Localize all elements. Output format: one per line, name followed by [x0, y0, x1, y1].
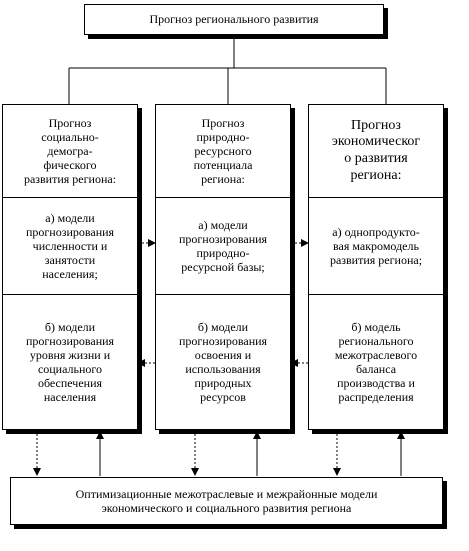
- column-natural-resource: [155, 104, 291, 430]
- column-social-demographic: [2, 104, 138, 430]
- model-b-text: б) модели прогнозирования освоения и использования природных ресурсов: [178, 319, 268, 405]
- optimization-models-label: Оптимизационные межотраслевые и межрайонные модели экономического и социального развития региона: [75, 486, 378, 515]
- regional-forecast-label: Прогноз регионального развития: [149, 12, 319, 27]
- column-economic: [308, 104, 444, 430]
- model-a-text: а) модели прогнозирования численности и занятости населения;: [25, 210, 115, 282]
- model-a-text: а) модели прогнозирования природно- ресурсной базы;: [178, 217, 268, 275]
- up-arrows: [100, 432, 401, 476]
- column-header: Прогноз природно- ресурсного потенциала региона:: [193, 115, 253, 187]
- model-b-text: б) модель регионального межотраслевого баланса производства и распределения: [334, 319, 418, 405]
- column-header: Прогноз экономическог о развития региона:: [331, 117, 421, 183]
- down-arrows: [37, 430, 337, 475]
- optimization-models-box: [10, 477, 443, 525]
- model-a-text: а) однопродукто- вая макромодель развития региона;: [329, 224, 423, 268]
- regional-forecast-box: [84, 4, 384, 35]
- model-b-text: б) модели прогнозирования уровня жизни и социального обеспечения населения: [25, 319, 115, 405]
- column-header: Прогноз социально- демогра- фического развития региона:: [23, 115, 117, 187]
- top-tree-connector: [69, 35, 386, 104]
